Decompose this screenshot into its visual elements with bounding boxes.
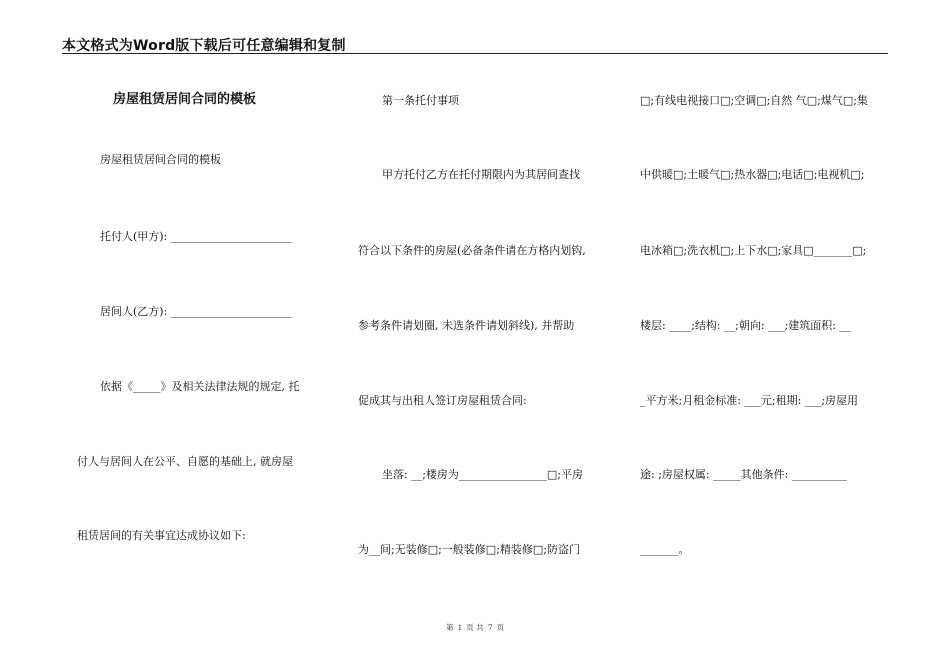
header-divider: [62, 53, 888, 54]
text-line: 为__间;无装修□;一般装修□;精装修□;防盗门: [358, 543, 581, 556]
text-line: □;有线电视接口□;空调□;自然 气□;煤气□;集: [640, 94, 868, 107]
document-title: 房屋租赁居间合同的模板: [113, 92, 257, 107]
text-line: 甲方托付乙方在托付期限内为其居间查找: [382, 168, 580, 181]
page-label-prefix: 第: [446, 623, 454, 632]
text-line: 租赁居间的有关事宜达成协议如下:: [77, 529, 246, 542]
page-label-middle: 页 共: [466, 623, 484, 632]
page-total: 7: [487, 623, 493, 632]
document-header: 本文格式为Word版下载后可任意编辑和复制: [62, 38, 346, 54]
text-line: _平方米;月租金标准: ___元;租期: ___;房屋用: [640, 394, 859, 407]
text-line: 第一条托付事项: [382, 94, 459, 107]
text-line: 楼层: ____;结构: __;朝向: ___;建筑面积: __: [640, 319, 851, 332]
text-line: 坐落: __;楼房为________________□;平房: [382, 468, 584, 481]
text-line: 托付人(甲方): ______________________: [100, 230, 292, 243]
text-line: 房屋租赁居间合同的模板: [100, 153, 221, 166]
page-label-suffix: 页: [496, 623, 504, 632]
text-line: 途: ;房屋权属: _____其他条件: __________: [640, 468, 847, 481]
text-line: _______。: [640, 543, 690, 556]
text-line: 依据《_____》及相关法律法规的规定, 托: [100, 380, 300, 393]
text-line: 电冰箱□;洗衣机□;上下水□;家具□_______□;: [640, 244, 867, 257]
text-line: 促成其与出租人签订房屋租赁合同:: [358, 394, 527, 407]
page-footer: [0, 622, 950, 633]
text-line: 居间人(乙方): ______________________: [100, 305, 292, 318]
text-line: 付人与居间人在公平、自愿的基础上, 就房屋: [77, 455, 293, 468]
page-number: 1: [457, 623, 463, 632]
text-line: 符合以下条件的房屋(必备条件请在方格内划钩,: [358, 244, 586, 257]
text-line: 参考条件请划圈, 未选条件请划斜线), 并帮助: [358, 319, 575, 332]
text-line: 中供暖□;土暖气□;热水器□;电话□;电视机□;: [640, 168, 865, 181]
